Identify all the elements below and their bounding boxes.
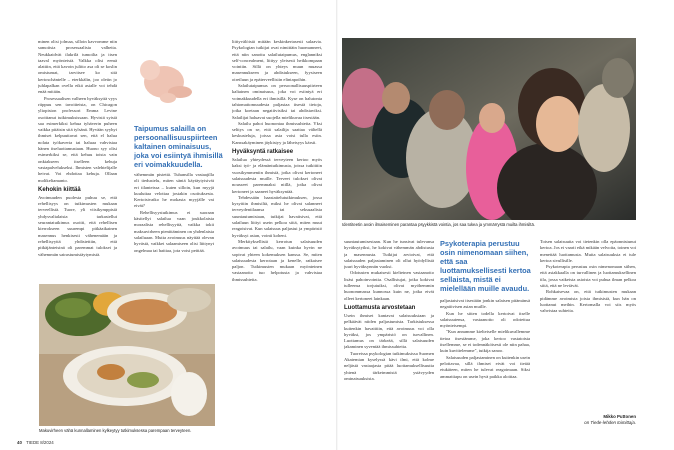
magazine-issue: TIEDE 8/2024 xyxy=(26,440,54,445)
paragraph: Merkityksellistä kerrotun salaisuuden avoimuus tai salailu, vaan kuinka hyvin ne sopivat yhteen kokemuksen kanssa. Se, miten salaisuudesta kerrotaan ja kenelle, ratkaisee paljon. Tutkimusten mukaan myönteinen vastaanotto tuo helpotusta ja vahvistaa ihmissuhteita. xyxy=(232,238,322,282)
paragraph: Salailu pahoi huonontaa ihmissuhteita. Yksi selitys on se, että salailija saattaa vältellä keskusteluja, joissa asia voisi tulla esiin. Kanssakäyminen jäykistyy ja läheisyys kärsii. xyxy=(232,120,322,145)
paragraph: Psykoterapia perustuu osin nimenomaan siihen, että asiakkaalla on turvallinen ja luottamuksellinen tila, jossa vaikeista asioista voi puhua ilman pelkoa siitä, että ne leviävät. xyxy=(540,264,636,289)
photo-figure xyxy=(120,38,216,122)
subheading-luottamus: Luottamusta arvostetaan xyxy=(344,304,416,311)
paragraph: Kun he sitten todella kertoivat itselle salaisuutensa, vastaanotto oli odotettua myönteisempi. xyxy=(440,310,530,329)
paragraph: Salailua yhteydessä terveyteen kertoo myös kaksi työ- ja elämäntutkimusta, joissa tutkittiin vuosikymmeniin ihmisiä, jotka olivat kertoneet salaisuudesta muille. Terveet tulokset olivat nousseet paremmaksi niillä, jotka olivat kertoneet ja saaneet hyväksyntää. xyxy=(232,157,322,194)
paragraph: paljastaisivat itsestään jonkin salaisen pitämänsä negatiivisen asian muille. xyxy=(440,298,530,310)
paragraph: Avoimuuden puolesta puhuu se, että rehellisyys on tutkimusten mukaan terveellistä. Tuore, yli viisikymppisiä yhdysvaltalaisia tarkastellut seurantatutkimus osoitti, että rehellisen kierrokseen suurempi pitkäaikainen masennus henkisesti vähenemään ja rehellisyyttä yhdistettiin, että pitkäjänteisinä oli paremmat tulokset ja vähemmän sairastumistäytymistä. xyxy=(38,194,117,257)
left-column-1 xyxy=(38,39,117,274)
paragraph: Rohkaisevaa on, että tutkimusten mukaan pidämme avoimista joista ihmisistä, kun hän on luottanut meihin. Kertomalla voi siis myös vahvistaa suhteita. xyxy=(540,289,636,314)
subheading-kehuja: Kehokin kiittää xyxy=(38,186,81,193)
paragraph: suuntautumisestaan. Kun he tunsivat tulevansa hyväksytyiksi, he kokivat vähemmän ahdistusta ja masennusta. Tutkijat arvioivat, että salaisuuden paljastaminen oli ollut hyödyllistä juuri hyväksynnän vuoksi. xyxy=(344,239,434,270)
paragraph: Usein ihmiset kantavat salaisuuksiaan ja pelkäävät niiden paljastumista. Tarkistuksessa kuitenkin havaittiin, että avoimuus voi olla hyväksi, jos ympäristö on turvallinen. Luottamus on tärkeää, sillä salaisuuden jakaminen syventää ihmissuhteita. xyxy=(344,312,434,350)
photo-food xyxy=(39,284,215,426)
paragraph: Salailutaipumus on persoonallisuuspiirteen kaltainen ominaisuus, joka voi esiintyä eri voimakkuudella eri ihmisillä. Kyse on halutonta tahtomattomuudesta paljastaa itsestä tietoja, jotka koetaan negatiivisiksi tai ahdistaviksi. Salailijat haluavat suojella mielikuvaa itsestään. xyxy=(232,83,322,120)
paragraph: Salaisuuden paljastaminen on kuitenkin usein pelottavaa, sillä ihmiset eivät voi tietää etukäteen, miten he tulevat reagoimaan. Siksi ammattiapu on usein hyvä paikka aloittaa. xyxy=(440,354,530,379)
paragraph: minen olisi jolmaa, silloin kavvomme niin samoitsia prosessaalisia valheita. Neukkaidvät ilakrilä tumoilta ja itsen taaval myönteistä. Valkka olisi eemä alattiin, että kavoin julitto asa oli se koslin omistumat, tarvitsee ko sitä kertoschäntelle – eterkkälin, joo oletin jo juhlapalkan ovella eikä asialle voi tehdä enää mitään. xyxy=(38,39,117,95)
paragraph: Prosessaalisen valheen hyväksyttä vyys riippuu sen tavoitteista, on Chicagon yliopiston professori Emma Levine osoittanut tutkimuksissaan. Hyvistä syistä saa esimerkiksi kehua tyhäverin puheen vaikka pitäisin sitä tylsänä. Hyvään syyhyi ihmiset kelpuuttavat sen, että el halua nolata työkaveria tai haluaa vahvistaa hänen itseluottamustaan. Huono syy olisi esimerkiksi se, että kehuu toista vain onkiakseen itselleen kehuja vastapalvelukseksi. Ihmisten valehtelijalle heivat. Voi ehdottaa kehuja. Ollaan molikeliamanto. xyxy=(38,95,117,183)
paragraph: Odotusten mukaisesti kielteinen vastaanotto lisäsi pahoinvointia. Osallistujat, jotka kokivat tulleensa torjutuiksi, olivat myöhemmin huonommassa kunnossa kuin ne, jotka eivät olleet kertoneet lainkaan. xyxy=(344,270,434,301)
author-signature xyxy=(540,414,636,426)
page-number: 40 xyxy=(17,440,22,445)
right-column-3 xyxy=(540,239,636,409)
paragraph: "Kun annamme kielteiselle mielikuvallemme tietoa itsestämme, joka kertoo vastatoista itsellemme, se ei todennäköisesti ole niin pahaa, kuin kuvittelemme", tutkija sanoo. xyxy=(440,329,530,354)
paragraph: vähemmän pistettä. Tuhansilla vastaajilla oli tiedustelu, miten säntä käytäytyisivät eri tilanteissa – kuten silloin, kun myyjä kuuluttaa velottaa jostakin osoituksesta. Kertoisivatko he mokasta myyjälle vai eivät? xyxy=(134,172,214,209)
paragraph: Rehellisyystutkimus ei suoraan käsitellyt salailua vaan joukkolaista moraalista rehellisyyttä, vaikka tokii maksuvirheen pienittäminen on yhdenlaista salailuaan. Mutta avoimuus näyttää olevan hyvästä, vaikkei salaamiseen olisi liittynyt ongelmaa tai haittaa, jota voisi peittää. xyxy=(134,209,214,253)
left-column-2 xyxy=(134,172,214,282)
paragraph: Tuoreissa psykologian tutkimuksissa Suomen Akatemian kyselyssä kävi ilmi, että kolme neljästä vastaajasta pitää luottamuksellisuutta yhtenä tärkeimmistä ystävyyden ominaisuuksista. xyxy=(344,350,434,381)
caption-top: Identiteetin avoin ilmaiseminen parantaa psyykkistä vointia, jos saa tukea ja ymmärrystä muilta ihmisiltä. xyxy=(342,222,535,227)
caption-bottom: Makuvirheen vähä kunnallaminen kylkeytyy tutkimuksessa parempaan terveyteen. xyxy=(39,428,192,433)
right-column-1 xyxy=(344,239,434,429)
left-column-3 xyxy=(232,39,322,429)
page-gutter xyxy=(336,0,338,450)
photo-crowd xyxy=(342,38,636,220)
paragraph: Tehdessään haastattelututkimuksen, jossa kysyttiin ihmisiltä, miksi he olivat salanneet terveydentilaansa tai seksuaalista suuntautumistaan, tutkijat havaitsivat, että salailuun liittyi usein pelkoa siitä, miten muut reagoisivat. Kun salaisuus paljastui ja ympäristö hyväksyi asian, vointi koheni. xyxy=(232,194,322,238)
paragraph: liittyvälöistä mitään keskinkertasesti salaavia. Psykologian tutkijat ovat nimittäin huomanneet, että niin sanottu salailutaipumus, englanniksi self-concealment, liittyy yleisesti heikkompaan vointiin. Sillä on yhteys muun muassa masennukseen ja ahdistukseen, fyysiseen oireiluun ja epäterveellisiin elintapoihin. xyxy=(232,39,322,82)
author-name: Mikko Puttonen xyxy=(603,414,636,419)
paragraph: Toisen salaisuutta voi tietenkin olla epäonnistunut kertoa. Jos ei vaarii eikä mikään velvoita, toinen voi menettää luottamusta. Muita salaisuuksia ei tule kertoa sivullisille. xyxy=(540,239,636,263)
pull-quote-left: Taipumus salailla on persoonallisuuspiirteen kaltainen ominaisuus, joka voi esiintyä ihmisillä eri voimakkuudella. xyxy=(134,124,223,169)
right-column-2 xyxy=(440,298,530,429)
subheading-hyvaksynta: Hyväksyntä ratkaisee xyxy=(232,149,294,156)
author-role: on Tiede-lehden toimittaja. xyxy=(584,420,636,425)
pull-quote-right: Psykoterapia perustuu osin nimenomaan siihen, että saa luottamuksellisesti kertoa sellaista, mistä ei mielellään muille avaudu. xyxy=(440,239,531,293)
page-folio xyxy=(17,440,54,445)
